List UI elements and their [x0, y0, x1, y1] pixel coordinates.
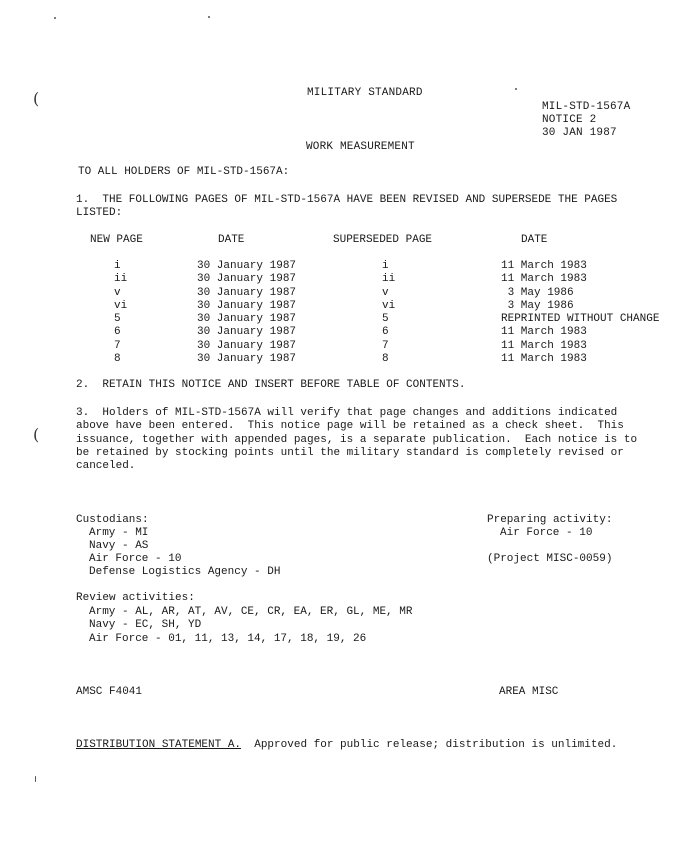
- document-id: MIL-STD-1567A: [542, 101, 631, 113]
- table-cell: v: [382, 286, 389, 299]
- table-cell: 30 January 1987: [197, 326, 297, 339]
- table-cell: 5: [382, 313, 389, 326]
- notice-date: 30 JAN 1987: [542, 127, 617, 139]
- distribution-label: DISTRIBUTION STATEMENT A.: [76, 739, 242, 751]
- review-activities-title: Review activities:: [76, 592, 195, 604]
- table-cell: 30 January 1987: [197, 260, 297, 272]
- table-cell: vi: [114, 299, 128, 312]
- table-cell: ii: [114, 273, 128, 286]
- table-cell: 6: [382, 326, 389, 339]
- area-code: AREA MISC: [499, 686, 559, 698]
- document-title: MILITARY STANDARD: [307, 87, 423, 99]
- document-subject: WORK MEASUREMENT: [306, 141, 415, 153]
- table-cell: 8: [382, 353, 389, 366]
- paragraph-2: 2. RETAIN THIS NOTICE AND INSERT BEFORE TABLE OF CONTENTS.: [76, 379, 466, 391]
- header-date-superseded: DATE: [521, 234, 548, 246]
- distribution-statement: [76, 739, 617, 752]
- preparing-activity-title: Preparing activity:: [487, 514, 613, 526]
- table-cell: 11 March 1983: [501, 339, 587, 352]
- distribution-text: Approved for public release; distribution is unlimited.: [241, 739, 618, 751]
- table-cell: 11 March 1983: [501, 326, 587, 339]
- custodian-item: Defense Logistics Agency - DH: [89, 566, 281, 578]
- table-cell: REPRINTED WITHOUT CHANGE: [501, 313, 660, 326]
- custodian-item: Air Force - 10: [89, 553, 182, 565]
- scan-mark: (: [33, 425, 40, 444]
- table-cell: i: [382, 260, 389, 272]
- table-cell: 30 January 1987: [197, 313, 297, 326]
- header-new-page: NEW PAGE: [90, 234, 143, 246]
- amsc-number: AMSC F4041: [76, 686, 143, 698]
- table-cell: 30 January 1987: [197, 339, 297, 352]
- table-cell: 11 March 1983: [501, 260, 587, 272]
- paragraph-3-line: 3. Holders of MIL-STD-1567A will verify that page changes and additions indicated: [76, 407, 618, 419]
- scan-speck: [208, 16, 210, 18]
- table-cell: 7: [114, 339, 121, 352]
- table-cell: 30 January 1987: [197, 299, 297, 312]
- paragraph-3-line: be retained by stocking points until the military standard is completely revised or: [76, 447, 624, 459]
- table-cell: 6: [114, 326, 121, 339]
- paragraph-3-line: above have been entered. This notice page will be retained as a check sheet. This: [76, 420, 624, 432]
- custodians-title: Custodians:: [76, 514, 149, 526]
- paragraph-3-line: canceled.: [76, 460, 136, 472]
- date-column: [197, 260, 296, 366]
- table-cell: 11 March 1983: [501, 353, 587, 366]
- table-cell: 3 May 1986: [501, 299, 574, 312]
- new-page-column: [114, 260, 127, 366]
- table-cell: 30 January 1987: [197, 273, 297, 286]
- preparing-activity-item: Air Force - 10: [500, 527, 593, 539]
- superseded-page-column: [382, 260, 395, 366]
- paragraph-1-line: 1. THE FOLLOWING PAGES OF MIL-STD-1567A HAVE BEEN REVISED AND SUPERSEDE THE PAGES: [76, 194, 618, 206]
- scan-speck: [515, 88, 517, 90]
- review-activity-item: Navy - EC, SH, YD: [89, 619, 202, 631]
- table-cell: 8: [114, 353, 121, 366]
- table-cell: vi: [382, 299, 396, 312]
- superseded-date-column: [501, 260, 659, 366]
- table-cell: 3 May 1986: [501, 286, 574, 299]
- custodian-item: Navy - AS: [89, 540, 149, 552]
- table-cell: 30 January 1987: [197, 353, 297, 366]
- project-number: (Project MISC-0059): [487, 553, 613, 565]
- header-superseded-page: SUPERSEDED PAGE: [333, 234, 433, 246]
- review-activity-item: Army - AL, AR, AT, AV, CE, CR, EA, ER, GL, ME, MR: [89, 606, 413, 618]
- scan-mark: (: [33, 89, 40, 108]
- table-cell: 11 March 1983: [501, 273, 587, 286]
- custodian-item: Army - MI: [89, 527, 149, 539]
- paragraph-3-line: issuance, together with appended pages, is a separate publication. Each notice is to: [76, 434, 638, 446]
- scan-speck: [35, 776, 36, 782]
- table-cell: i: [114, 260, 121, 272]
- salutation: TO ALL HOLDERS OF MIL-STD-1567A:: [78, 166, 290, 178]
- table-cell: 7: [382, 339, 389, 352]
- header-date: DATE: [218, 234, 245, 246]
- table-cell: v: [114, 286, 121, 299]
- table-cell: 5: [114, 313, 121, 326]
- table-cell: 30 January 1987: [197, 286, 297, 299]
- paragraph-1-line: LISTED:: [76, 207, 123, 219]
- table-cell: ii: [382, 273, 396, 286]
- review-activity-item: Air Force - 01, 11, 13, 14, 17, 18, 19, 26: [89, 633, 367, 645]
- scan-speck: [54, 17, 56, 19]
- notice-number: NOTICE 2: [542, 114, 597, 126]
